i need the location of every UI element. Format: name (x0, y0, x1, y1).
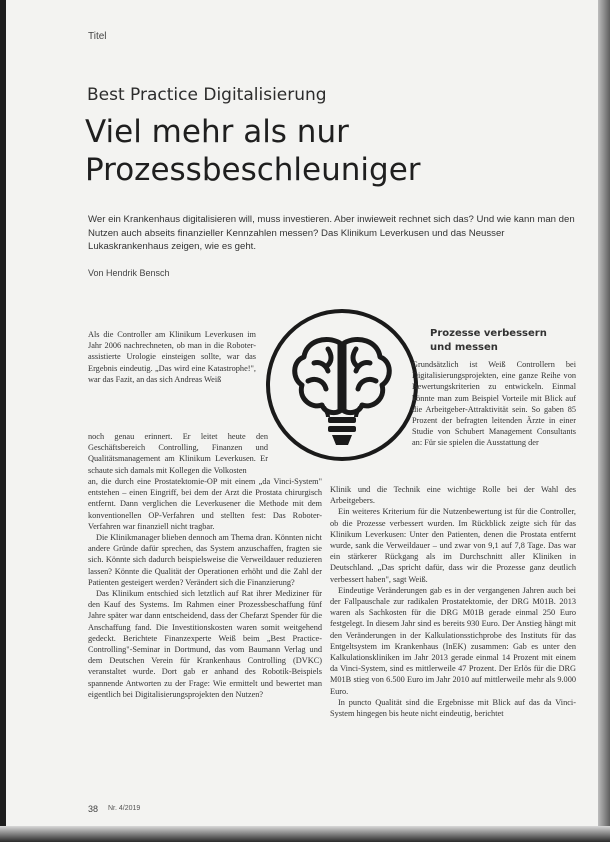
publication-issue: Nr. 4/2019 (108, 805, 141, 812)
body-column-right-bottom (330, 484, 576, 719)
body-column-left-bottom (88, 476, 322, 700)
paragraph: Als die Controller am Klinikum Leverkusen im Jahr 2006 nachrechneten, ob man in die Roboter-assistierte Urologie einsteigen sollte, war das Ergebnis eindeutig. „Das wird eine Katastrophe!", war das Fazit, an das sich Andreas Weiß (88, 330, 256, 384)
body-column-right-top (412, 359, 576, 449)
section-label: Titel (88, 31, 107, 42)
paragraph: noch genau erinnert. Er leitet heute den Geschäftsbereich Controlling, Finanzen und Qualitätsmanagement am Klinikum Leverkusen. Er schaute sich damals mit Kollegen die Volkosten (88, 432, 268, 475)
body-column-left-mid (88, 431, 268, 476)
headline-line-2: Prozessbeschleuniger (85, 152, 421, 188)
article-lead: Wer ein Krankenhaus digitalisieren will, muss investieren. Aber inwieweit rechnet sich das? Und wie kann man den Nutzen auch abseits finanzieller Kennzahlen messen? Das Klinikum Leverkusen und das Neusser Lukaskrankenhaus zeigen, wie es geht. (88, 214, 575, 253)
paragraph: an, die durch eine Prostatektomie-OP mit einem „da Vinci-System" entstehen – einen Eingriff, bei dem der Arzt die Prostata chirurgisch entfernt. Dann verglichen die Leverkusener die Methode mit dem konventionellen OP-Verfahren und stellten fest: Das Roboter-Verfahren war finanziell nicht tragbar. (88, 477, 322, 531)
paragraph: Das Klinikum entschied sich letztlich auf Rat ihrer Mediziner für den Kauf des Systems. Im Rahmen einer Prozessbeschaffung fünf Jahre später war dann entscheidend, dass der Chefarzt Spender für die Anschaffung fand. Die Investitionskosten waren somit weitgehend gedeckt. Berichtete Finanzexperte Weiß beim „Best Practice-Controlling"-Seminar in Dortmund, das vom Baumann Verlag und dem Deutschen Verein für Krankenhaus Controlling (DVKC) veranstaltet wurde. Dort gab er anhand des Robotik-Beispiels spannende Antworten zu der Frage: Wie ermittelt und bewertet man eigentlich bei Digitalisierungsprojekten den Nutzen? (88, 589, 322, 699)
page-number: 38 (88, 804, 99, 814)
article-overline: Best Practice Digitalisierung (87, 85, 327, 105)
scan-edge-left (0, 0, 6, 842)
paragraph: Eindeutige Veränderungen gab es in der vergangenen Jahren auch bei der Fallpauschale zur radikalen Prostatektomie, der DRG M01B. 2013 waren als Sachkosten für die DRG M01B gerade einmal 250 Euro festgelegt. In diesem Jahr sind es bereits 930 Euro. Der Anstieg hängt mit den Veränderungen in der Kalkulationsstichprobe des Instituts für das Entgeltsystem im Krankenhaus (InEK) zusammen: Gab es unter den Kalkulationskliniken im Jahr 2013 gerade einmal 14 Prozent mit einem da Vinci-System, sind es mittlerweile 47 Prozent. Der Erlös für die DRG M01B stieg von 6.500 Euro im Jahr 2010 auf mittlerweile mehr als 9.000 Euro. (330, 585, 576, 696)
paragraph: Klinik und die Technik eine wichtige Rolle bei der Wahl des Arbeitgebers. (330, 485, 576, 506)
section-subheading: Prozesse verbessern und messen (430, 328, 547, 353)
article-author: Von Hendrik Bensch (88, 268, 170, 278)
headline-line-1: Viel mehr als nur (85, 114, 349, 150)
paragraph: In puncto Qualität sind die Ergebnisse mit Blick auf das da Vinci-System hingegen bis heute nicht eindeutig, berichtet (330, 697, 576, 719)
paragraph: Grundsätzlich ist Weiß Controllern bei Digitalisierungsprojekten, eine ganze Reihe von Bewertungskriterien zu entwickeln. Einmal könnte man zum Beispiel Vorteile mit Blick auf die Arbeitgeber-Attraktivität sein. So gaben 85 Prozent der befragten leitenden Ärzte in einer Studie von Schubert Management Consultants an: Für sie spielen die Ausstattung der (412, 360, 576, 448)
paragraph: Ein weiteres Kriterium für die Nutzenbewertung ist für die Controller, ob die Prozesse verbessert wurden. Im Rückblick zeigte sich für das Klinikum Leverkusen: Unter den Patienten, denen die Prostata entfernt wurde, sank die Verweildauer – und zwar von 9,1 auf 7,8 Tage. Das war ein stärkerer Rückgang als im Durchschnitt aller Kliniken in Deutschland. „Das spricht dafür, dass wir die Prozesse ganz deutlich verbessert haben", sagt Weiß. (330, 507, 576, 584)
body-column-left-top (88, 329, 256, 385)
lightbulb-brain-icon (262, 305, 422, 465)
scan-edge-right (598, 0, 610, 842)
scan-edge-bottom (0, 826, 610, 842)
paragraph: Die Klinikmanager blieben dennoch am Thema dran. Könnten nicht andere Gründe dafür sprechen, das System anzuschaffen, fragten sie sich. Könnte sich dadurch beispielsweise die Verweildauer reduzieren lassen? Könnte die Qualität der Operationen erhöht und die Zahl der Patienten gesteigert werden? Verändert sich die Finanzierung? (88, 533, 322, 587)
article-headline (85, 113, 485, 189)
